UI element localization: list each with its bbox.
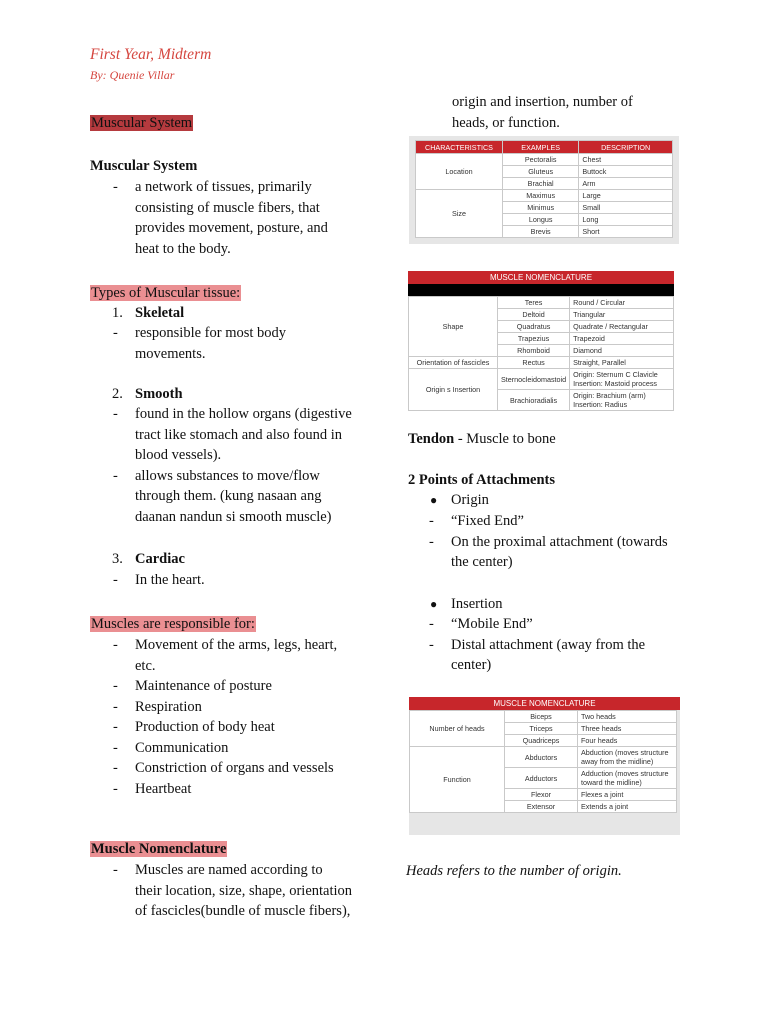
definition-list	[90, 177, 390, 259]
table-row: Number of heads Biceps Two heads	[410, 711, 677, 723]
table-row: Deltoid Triangular	[409, 309, 674, 321]
list-item: - Distal attachment (away from the center)	[429, 636, 646, 673]
nomenclature-list	[90, 860, 410, 922]
list-item: 3. Cardiac	[112, 551, 185, 567]
table-row: Shape Teres Round / Circular	[409, 297, 674, 309]
origin-list	[406, 511, 706, 573]
list-item: - “Fixed End”	[429, 513, 524, 529]
smooth-desc	[90, 404, 400, 527]
table-row: Brevis Short	[416, 226, 673, 238]
responsible-heading: Muscles are responsible for:	[91, 616, 255, 632]
list-item: - Constriction of organs and vessels	[113, 760, 334, 776]
cardiac-block	[90, 549, 390, 590]
document-author: By: Quenie Villar	[90, 68, 175, 82]
table-row: Adductors Adduction (moves structure toward the midline)	[410, 768, 677, 789]
definition-heading: Muscular System	[90, 158, 198, 174]
list-item: - Respiration	[113, 698, 202, 715]
column-header: EXAMPLES	[503, 141, 579, 154]
nomenclature-heading: Muscle Nomenclature	[91, 841, 227, 857]
list-item: - In the heart.	[113, 571, 205, 588]
table-row: Gluteus Buttock	[416, 166, 673, 178]
table-row: Location Pectoralis Chest	[416, 154, 673, 166]
attachments-heading: 2 Points of Attachments	[408, 472, 556, 488]
list-item: - Movement of the arms, legs, heart, etc.	[113, 637, 338, 674]
list-item: - allows substances to move/flow through them. (kung nasaan ang daanan nandun si smooth muscle)	[113, 467, 332, 525]
tendon-line: Tendon - Muscle to bone	[408, 431, 556, 447]
table-row: Quadratus Quadrate / Rectangular	[409, 321, 674, 333]
list-item: 1. Skeletal	[112, 305, 185, 321]
heads-function-table-image	[409, 697, 680, 813]
table-row: Orientation of fascicles Rectus Straight, Parallel	[409, 357, 674, 369]
table-row: Longus Long	[416, 214, 673, 226]
table-row: Origin s Insertion Sternocleidomastoid Origin: Sternum C Clavicle Insertion: Mastoid process	[409, 369, 674, 390]
table-banner: MUSCLE NOMENCLATURE	[408, 271, 674, 284]
insertion-list	[406, 614, 706, 676]
origin-bullet	[406, 490, 706, 511]
document-title: First Year, Midterm	[90, 46, 212, 63]
section-title-muscular-system: Muscular System	[91, 115, 193, 131]
table-row: Extensor Extends a joint	[410, 801, 677, 813]
table-row: Brachial Arm	[416, 178, 673, 190]
insertion-bullet	[406, 594, 706, 615]
list-item: - Communication	[113, 739, 229, 756]
table-row: Trapezius Trapezoid	[409, 333, 674, 345]
list-item: ● Origin	[430, 492, 489, 508]
table-row: Triceps Three heads	[410, 723, 677, 735]
column-header: DESCRIPTION	[579, 141, 673, 154]
table-row: Brachioradialis Origin: Brachium (arm) Insertion: Radius	[409, 390, 674, 411]
smooth-block	[90, 384, 390, 405]
list-item: - Heartbeat	[113, 780, 192, 797]
heads-function-table	[409, 710, 677, 813]
table-row: Rhomboid Diamond	[409, 345, 674, 357]
heads-note: Heads refers to the number of origin.	[406, 863, 622, 879]
list-item: ● Insertion	[430, 596, 503, 612]
list-item: - responsible for most body movements.	[113, 325, 287, 362]
table-banner: MUSCLE NOMENCLATURE	[409, 697, 680, 710]
characteristics-table	[415, 140, 673, 238]
table-row: Function Abductors Abduction (moves structure away from the midline)	[410, 747, 677, 768]
table-row: Size Maximus Large	[416, 190, 673, 202]
list-item: 2. Smooth	[112, 386, 183, 402]
list-item: - On the proximal attachment (towards the center)	[429, 533, 668, 570]
column-header: CHARACTERISTICS	[416, 141, 503, 154]
list-item: - Muscles are named according to their location, size, shape, orientation of fascicles(bundle of muscle fibers),	[113, 862, 353, 919]
list-item: - Production of body heat	[113, 719, 275, 735]
shape-nomenclature-table-image	[408, 271, 674, 411]
list-item: - Maintenance of posture	[113, 678, 272, 694]
table-row: Minimus Small	[416, 202, 673, 214]
types-heading: Types of Muscular tissue:	[91, 285, 241, 301]
responsible-list	[90, 635, 390, 799]
skeletal-block	[90, 303, 390, 324]
continued-text: origin and insertion, number of heads, or function.	[452, 94, 633, 131]
list-item: - “Mobile End”	[429, 616, 533, 632]
table-row: Flexor Flexes a joint	[410, 789, 677, 801]
list-item: - found in the hollow organs (digestive tract like stomach and also found in blood vessels).	[113, 406, 352, 463]
table-header-bar	[408, 284, 674, 296]
shape-table	[408, 296, 674, 411]
list-item: - a network of tissues, primarily consisting of muscle fibers, that provides movement, posture, and heat to the body.	[113, 179, 328, 257]
table-row: Quadriceps Four heads	[410, 735, 677, 747]
skeletal-desc	[90, 323, 390, 364]
